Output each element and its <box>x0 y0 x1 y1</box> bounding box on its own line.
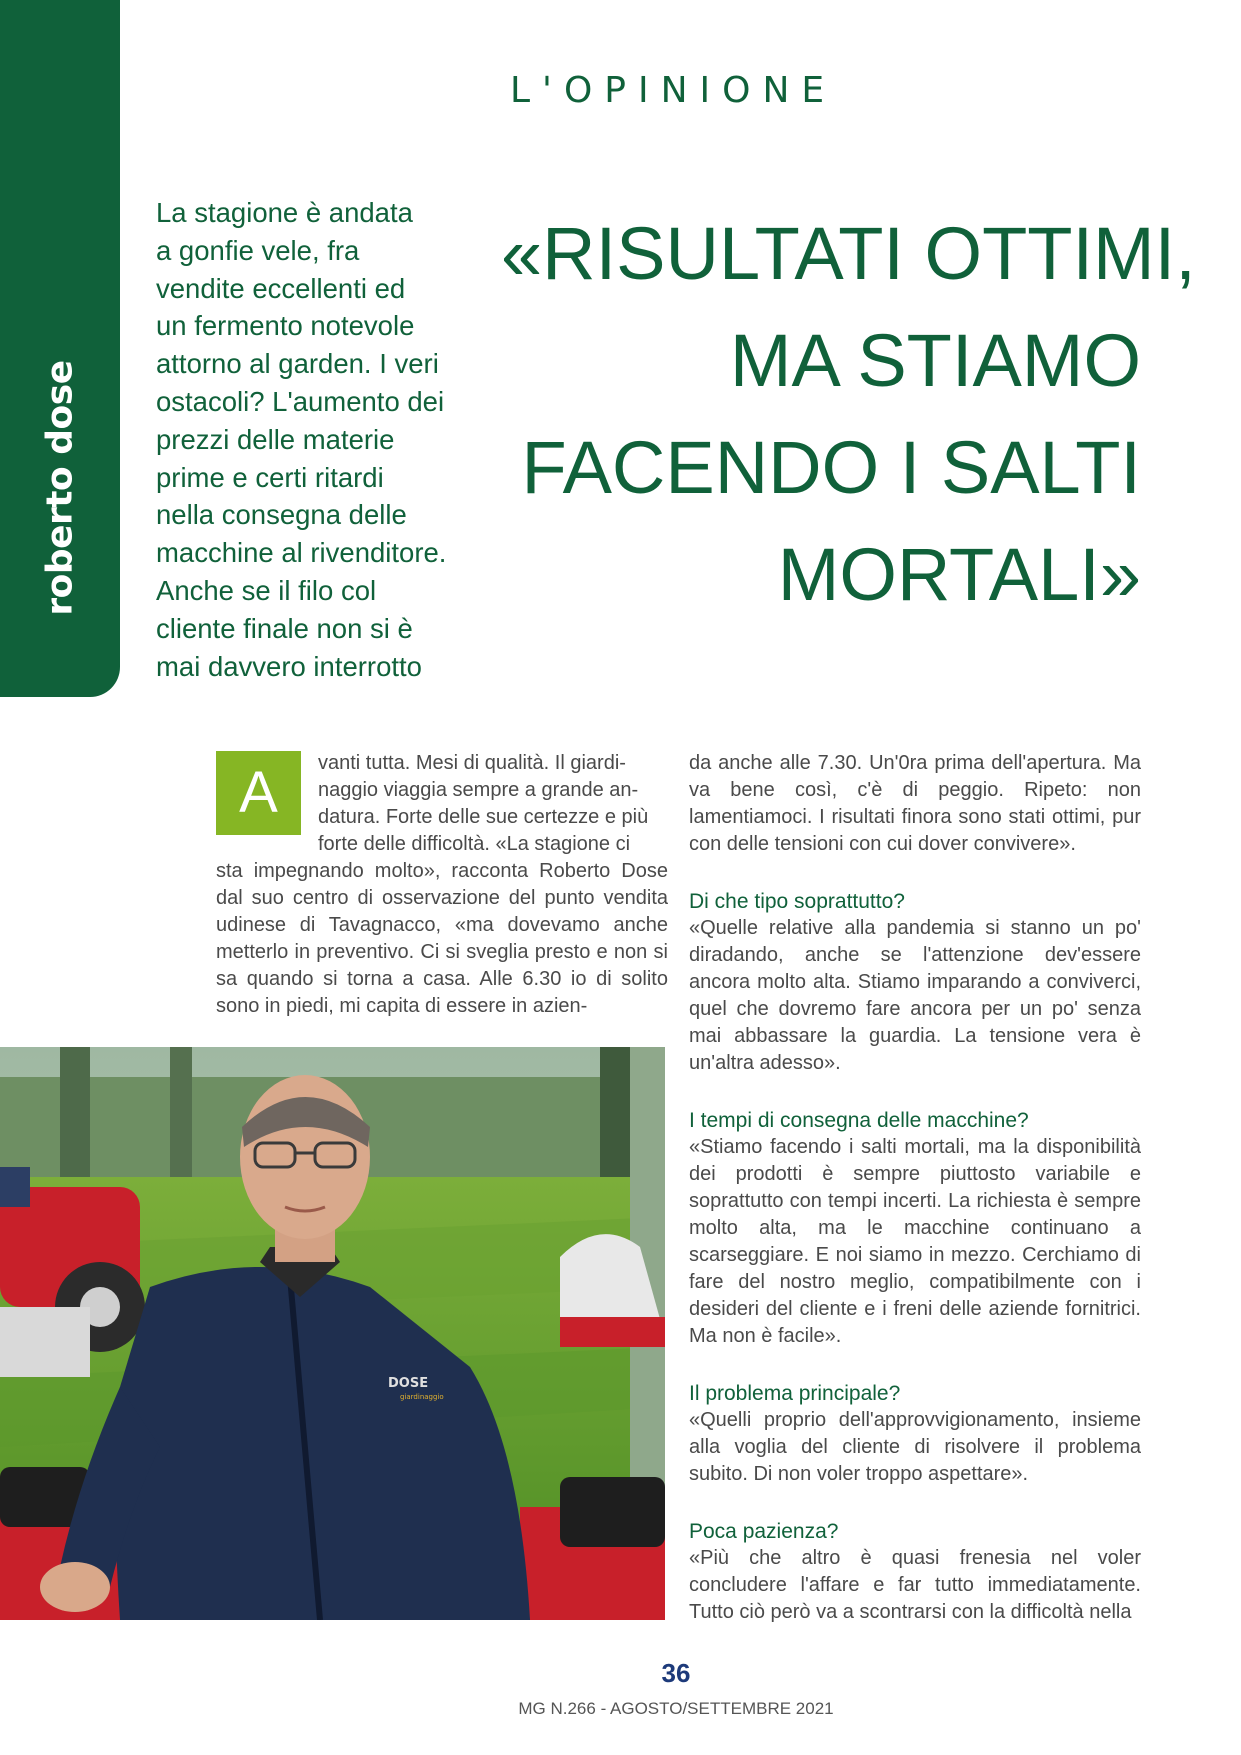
section-label: L'OPINIONE <box>510 70 837 111</box>
lede-line: nella consegna delle <box>156 499 407 531</box>
issue-info: MG N.266 - AGOSTO/SETTEMBRE 2021 <box>518 1699 834 1718</box>
portrait-photo <box>0 1047 665 1620</box>
answer: «Stiamo facendo i salti mortali, ma la disponibilità dei prodotti è sempre piuttosto variabile e soprattutto con tempi incerti. La richiesta è sempre molto alta, ma le macchine continuano a scarseggiare. E noi siamo in mezzo. Cerchiamo di fare del nostro meglio, compatibilmente con i desideri del cliente e i freni delle aziende fornitrici. Ma non è facile». <box>689 1136 1141 1347</box>
intro-line: naggio viaggia sempre a grande an- <box>318 779 639 801</box>
author-sidebar <box>0 0 120 697</box>
question: Il problema principale? <box>689 1382 901 1405</box>
drop-cap: A <box>216 751 301 835</box>
lede-line: ostacoli? L'aumento dei <box>156 385 445 417</box>
headline <box>501 200 1196 628</box>
lede-line: macchine al rivenditore. <box>156 537 447 569</box>
jacket-logo-sub: giardinaggio <box>400 1393 444 1401</box>
intro-line: datura. Forte delle sue certezze e più <box>318 806 649 828</box>
answer: «Quelle relative alla pandemia si stanno un po' diradando, anche se l'attenzione dev'essere ancora molto alta. Stiamo imparando a conviverci, quel che dovremo fare ancora per un po' senza mai abbassare la guardia. La tensione vera è un'altra adesso». <box>689 917 1141 1074</box>
article-column-left <box>216 750 668 1020</box>
lede-line: prime e certi ritardi <box>156 461 384 493</box>
lede-line: a gonfie vele, fra <box>156 234 360 266</box>
lede-line: attorno al garden. I veri <box>156 348 439 380</box>
lede-line: mai davvero interrotto <box>156 650 422 682</box>
lede-line: prezzi delle materie <box>156 423 395 455</box>
lede-line: La stagione è andata <box>156 197 413 228</box>
lede-line: un fermento notevole <box>156 310 415 342</box>
headline-line: «RISULTATI OTTIMI, <box>501 212 1196 295</box>
intro-paragraph: sta impegnando molto», racconta Roberto Dose dal suo centro di osservazione del punto vendita udinese di Tavagnacco, «ma dovevamo anche metterlo in preventivo. Ci si sveglia presto e non si sa quando si torna a casa. Alle 6.30 io di solito sono in piedi, mi capita di essere in azien- <box>216 860 668 1017</box>
answer: «Più che altro è quasi frenesia nel voler concludere l'affare e far tutto immediatamente. Tutto ciò però va a scontrarsi con la difficoltà nella <box>689 1547 1141 1623</box>
headline-line: MORTALI» <box>777 533 1141 616</box>
question: Poca pazienza? <box>689 1520 839 1543</box>
lede-line: cliente finale non si è <box>156 612 413 644</box>
answer: «Quelli proprio dell'approvvigionamento, insieme alla voglia del cliente di risolvere il problema subito. Di non voler troppo aspettare». <box>689 1409 1141 1485</box>
article-column-right <box>689 750 1141 1626</box>
jacket-logo: DOSE <box>388 1376 429 1391</box>
headline-line: MA STIAMO <box>729 319 1141 402</box>
intro-line: forte delle difficoltà. «La stagione ci <box>318 833 631 855</box>
author-name: roberto dose <box>39 360 81 616</box>
intro-line: vanti tutta. Mesi di qualità. Il giardi- <box>318 752 626 774</box>
lede <box>156 194 486 685</box>
question: Di che tipo soprattutto? <box>689 890 905 913</box>
continued-paragraph: da anche alle 7.30. Un'0ra prima dell'apertura. Ma va bene così, c'è di peggio. Ripeto: non lamentiamoci. I risultati finora sono stati ottimi, pur con delle tensioni con cui dover convivere». <box>689 752 1141 855</box>
headline-line: FACENDO I SALTI <box>521 426 1141 509</box>
page-number: 36 <box>661 1658 691 1688</box>
lede-line: Anche se il filo col <box>156 574 377 606</box>
question: I tempi di consegna delle macchine? <box>689 1109 1029 1132</box>
lede-line: vendite eccellenti ed <box>156 272 406 304</box>
